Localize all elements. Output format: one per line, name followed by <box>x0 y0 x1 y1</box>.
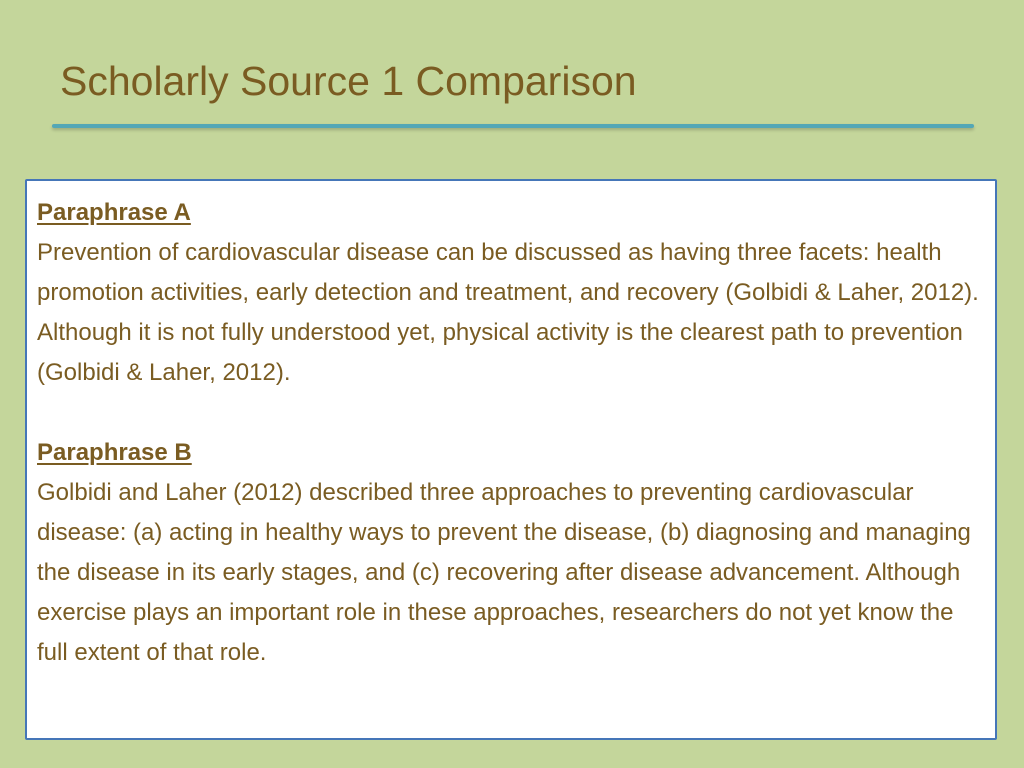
title-divider <box>52 124 974 128</box>
paraphrase-b-text: Golbidi and Laher (2012) described three approaches to preventing cardiovascular disease: (a) acting in healthy ways to prevent the disease, (b) diagnosing and managing the disease in its early stages, and (c) recovering after disease advancement. Although exercise plays an important role in these approaches, researchers do not yet know the full extent of that role. <box>37 479 971 666</box>
slide-title: Scholarly Source 1 Comparison <box>60 58 637 104</box>
paragraph-spacer <box>37 393 985 433</box>
paraphrase-a-heading: Paraphrase A <box>37 199 191 226</box>
content-box <box>25 179 997 740</box>
paraphrase-a-text: Prevention of cardiovascular disease can be discussed as having three facets: health promotion activities, early detection and treatment, and recovery (Golbidi & Laher, 2012). Although it is not fully understood yet, physical activity is the clearest path to prevention (Golbidi & Laher, 2012). <box>37 239 979 386</box>
paraphrase-b-heading: Paraphrase B <box>37 439 192 466</box>
